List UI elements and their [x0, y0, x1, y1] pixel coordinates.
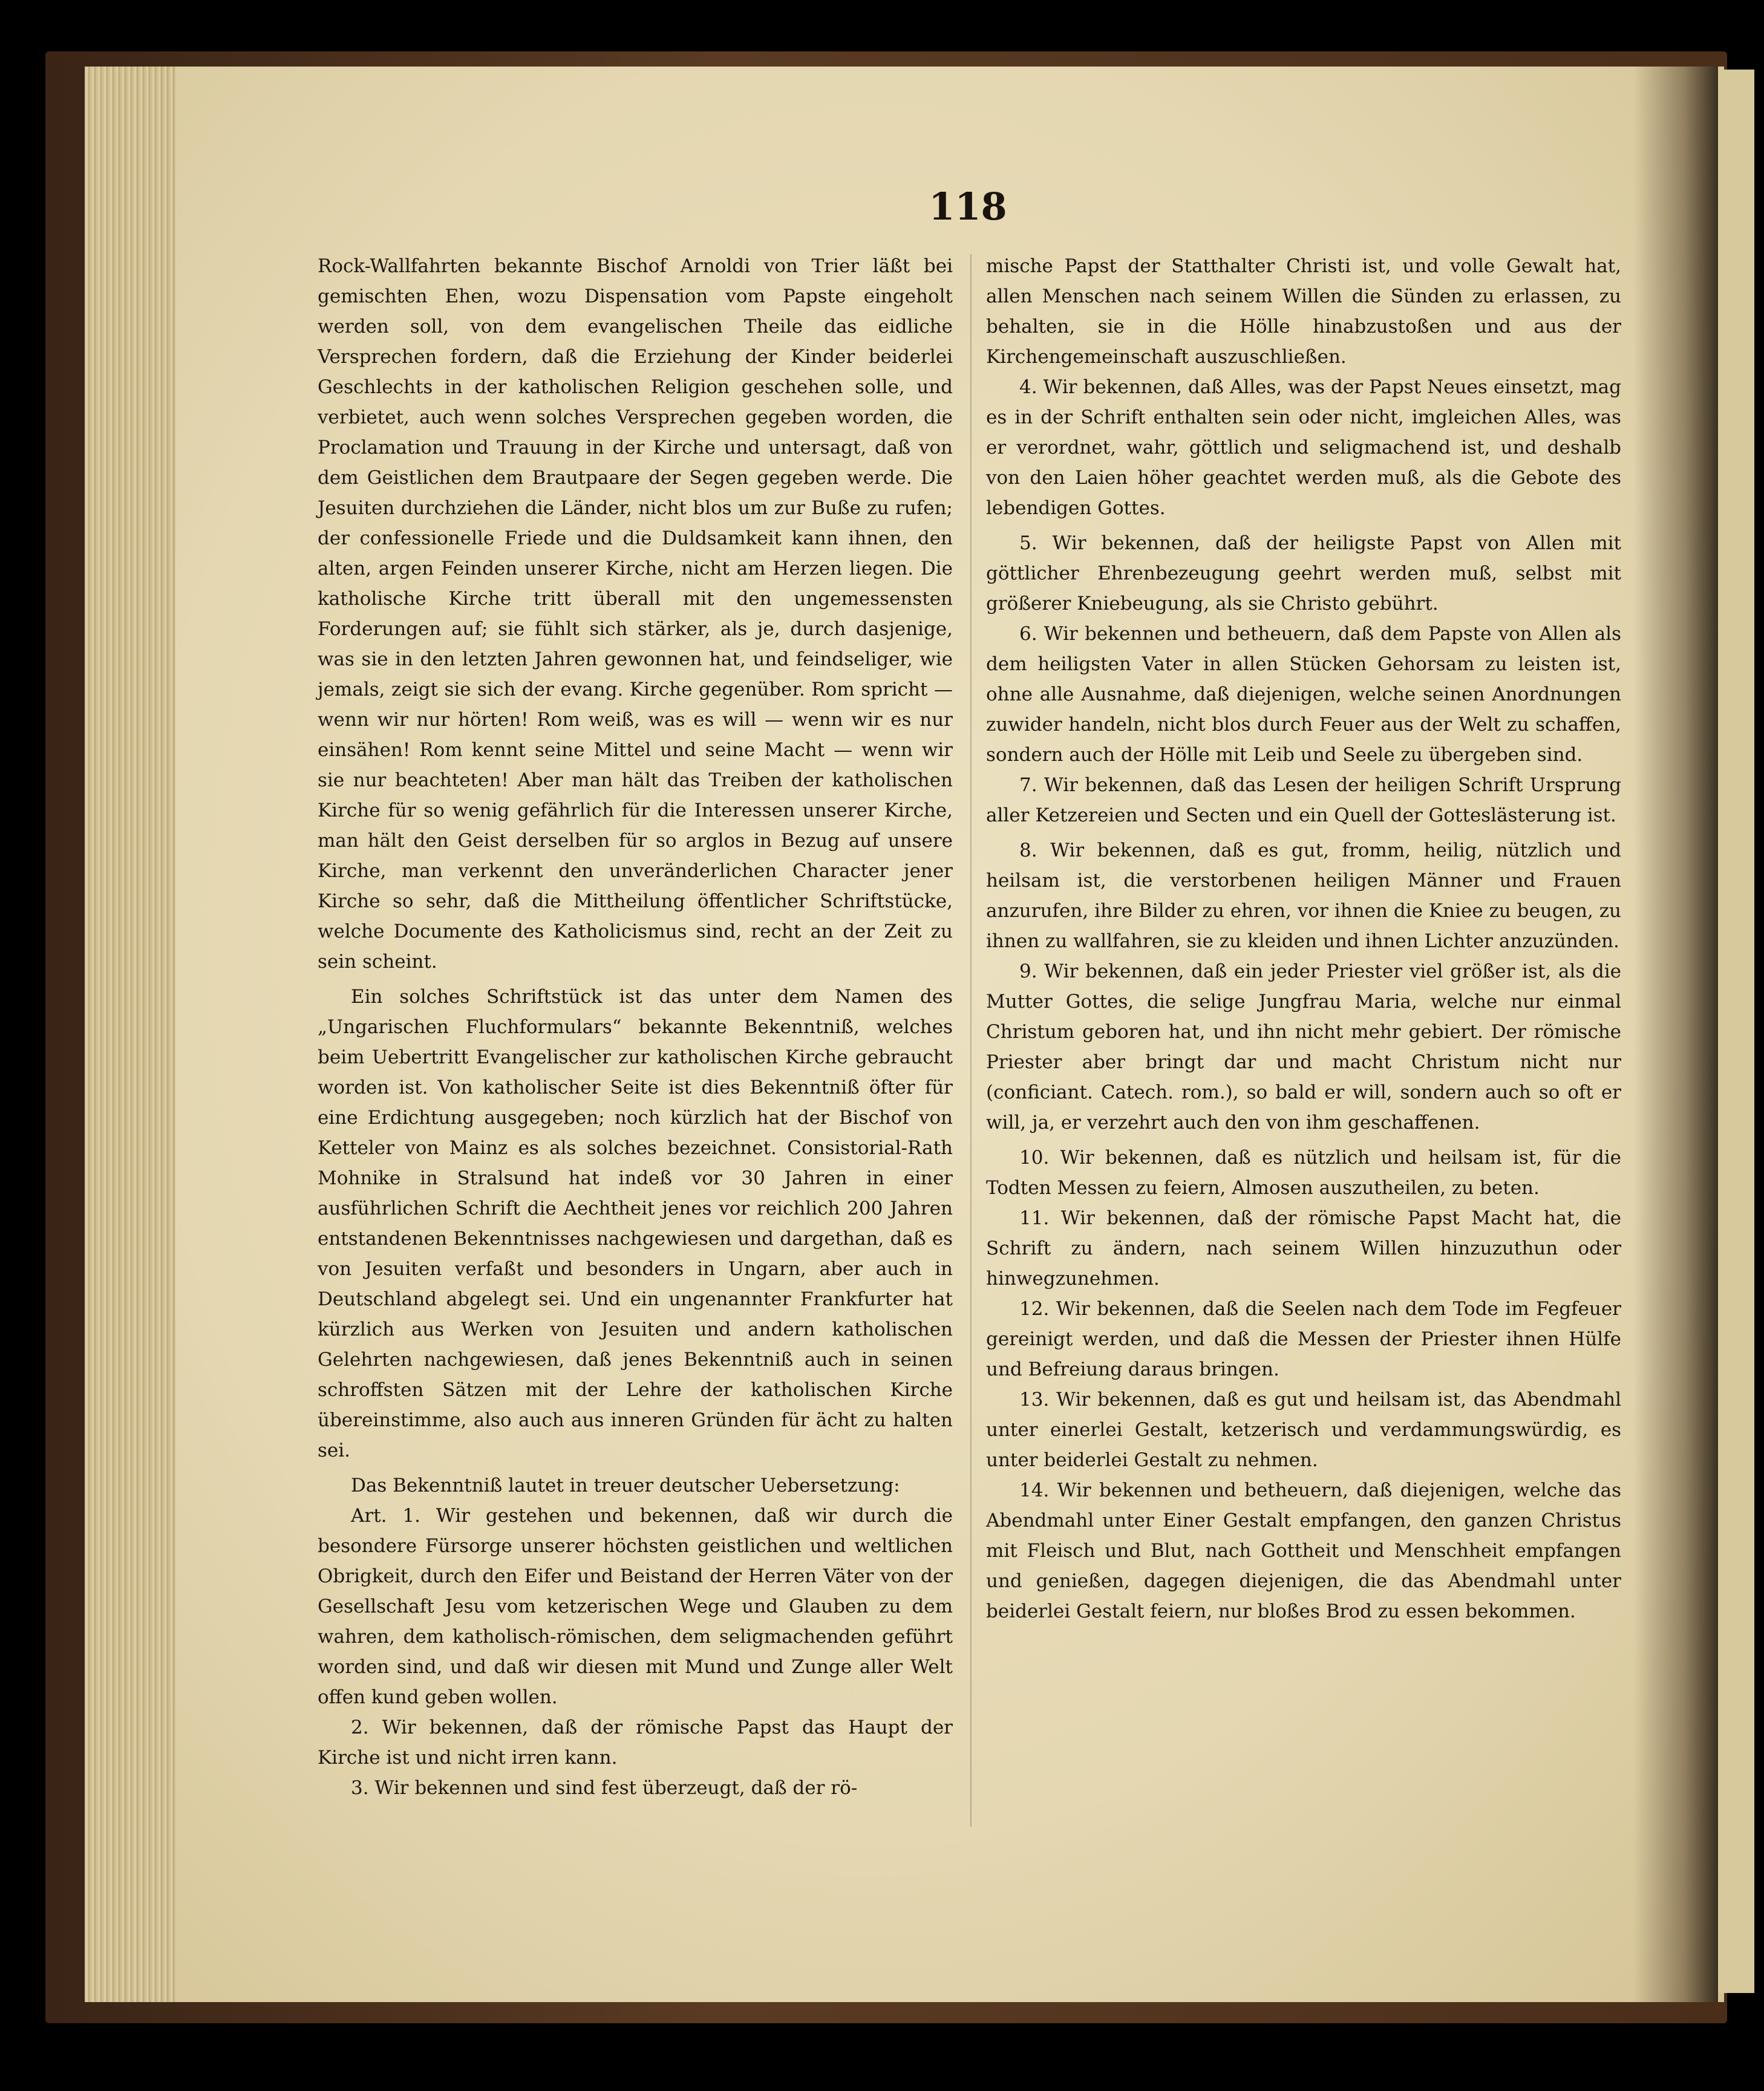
- paragraph: 14. Wir bekennen und betheuern, daß diejenigen, welche das Abendmahl unter Einer Gestalt empfangen, den ganzen Christus mit Fleisch und Blut, nach Gottheit und Menschheit empfangen und genießen, dagegen diejenigen, die das Abendmahl unter beiderlei Gestalt feiern, nur bloßes Brod zu essen bekommen.: [986, 1479, 1621, 1622]
- book-gutter: [1633, 67, 1718, 2002]
- paragraph: Rock-Wallfahrten bekannte Bischof Arnoldi von Trier läßt bei gemischten Ehen, wozu Dispensation vom Papste eingeholt werden soll, von dem evangelischen Theile das eidliche Versprechen fordern, daß die Erziehung der Kinder beiderlei Geschlechts in der katholischen Religion geschehen solle, und verbietet, auch wenn solches Versprechen gegeben worden, die Proclamation und Trauung in der Kirche und untersagt, daß von dem Geistlichen dem Brautpaare der Segen gegeben werde. Die Jesuiten durchziehen die Länder, nicht blos um zur Buße zu rufen; der confessionelle Friede und die Duldsamkeit kann ihnen, den alten, argen Feinden unserer Kirche, nicht am Herzen liegen. Die katholische Kirche tritt überall mit den ungemessensten Forderungen auf; sie fühlt sich stärker, als je, durch dasjenige, was sie in den letzten Jahren gewonnen hat, und feindseliger, wie jemals, zeigt sie sich der evang. Kirche gegenüber. Rom spricht — wenn wir nur hörten! Rom weiß, was es will — wenn wir es nur einsähen! Rom kennt seine Mittel und seine Macht — wenn wir sie nur beachteten! Aber man hält das Treiben der katholischen Kirche für so wenig gefährlich für die Interessen unserer Kirche, man hält den Geist derselben für so arglos in Bezug auf unsere Kirche, man verkennt den unveränderlichen Character jener Kirche so sehr, daß die Mittheilung öffentlicher Schriftstücke, welche Documente des Katholicismus sind, recht an der Zeit zu sein scheint.: [318, 255, 953, 973]
- paragraph: 6. Wir bekennen und betheuern, daß dem Papste von Allen als dem heiligsten Vater in allen Stücken Gehorsam zu leisten ist, ohne alle Ausnahme, daß diejenigen, welche seinen Anordnungen zuwider handeln, nicht blos durch Feuer aus der Welt zu schaffen, sondern auch der Hölle mit Leib und Seele zu übergeben sind.: [986, 623, 1621, 766]
- paragraph: Das Bekenntniß lautet in treuer deutscher Uebersetzung:: [351, 1475, 900, 1496]
- page-number: 118: [929, 184, 1007, 229]
- paragraph: Art. 1. Wir gestehen und bekennen, daß wir durch die besondere Fürsorge unserer höchsten geistlichen und weltlichen Obrigkeit, durch den Eifer und Beistand der Herren Väter von der Gesellschaft Jesu vom ketzerischen Wege und Glauben zu dem wahren, dem katholisch-römischen, dem seligmachenden geführt worden sind, und daß wir diesen mit Mund und Zunge aller Welt offen kund geben wollen.: [318, 1505, 953, 1708]
- paragraph: 13. Wir bekennen, daß es gut und heilsam ist, das Abendmahl unter einerlei Gestalt, ketzerisch und verdammungswürdig, es unter beiderlei Gestalt zu nehmen.: [986, 1389, 1621, 1471]
- paragraph: mische Papst der Statthalter Christi ist, und volle Gewalt hat, allen Menschen nach seinem Willen die Sünden zu erlassen, zu behalten, sie in die Hölle hinabzustoßen und aus der Kirchengemeinschaft auszuschließen.: [986, 255, 1621, 368]
- paragraph: 3. Wir bekennen und sind fest überzeugt, daß der rö-: [351, 1777, 858, 1799]
- paragraph: Ein solches Schriftstück ist das unter dem Namen des „Ungarischen Fluchformulars“ bekannte Bekenntniß, welches beim Uebertritt Evangelischer zur katholischen Kirche gebraucht worden ist. Von katholischer Seite ist dies Bekenntniß öfter für eine Erdichtung ausgegeben; noch kürzlich hat der Bischof von Ketteler von Mainz es als solches bezeichnet. Consistorial-Rath Mohnike in Stralsund hat indeß vor 30 Jahren in einer ausführlichen Schrift die Aechtheit jenes vor reichlich 200 Jahren entstandenen Bekenntnisses nachgewiesen und dargethan, daß es von Jesuiten verfaßt und besonders in Ungarn, aber auch in Deutschland abgelegt sei. Und ein ungenannter Frankfurter hat kürzlich aus Werken von Jesuiten und andern katholischen Gelehrten nachgewiesen, daß jenes Bekenntniß auch in seinen schroffsten Sätzen mit der Lehre der katholischen Kirche übereinstimme, also auch aus inneren Gründen für ächt zu halten sei.: [318, 986, 953, 1461]
- paragraph: 11. Wir bekennen, daß der römische Papst Macht hat, die Schrift zu ändern, nach seinem Willen hinzuzuthun oder hinwegzunehmen.: [986, 1207, 1621, 1290]
- paragraph: 10. Wir bekennen, daß es nützlich und heilsam ist, für die Todten Messen zu feiern, Almosen auszutheilen, zu beten.: [986, 1147, 1621, 1199]
- paragraph: 8. Wir bekennen, daß es gut, fromm, heilig, nützlich und heilsam ist, die verstorbenen heiligen Männer und Frauen anzurufen, ihre Bilder zu ehren, vor ihnen die Kniee zu beugen, zu ihnen zu wallfahren, sie zu kleiden und ihnen Lichter anzuzünden.: [986, 840, 1621, 952]
- paragraph: 12. Wir bekennen, daß die Seelen nach dem Tode im Fegfeuer gereinigt werden, und daß die Messen der Priester ihnen Hülfe und Befreiung daraus bringen.: [986, 1298, 1621, 1380]
- paragraph: 2. Wir bekennen, daß der römische Papst das Haupt der Kirche ist und nicht irren kann.: [318, 1717, 953, 1769]
- paragraph: 7. Wir bekennen, daß das Lesen der heiligen Schrift Ursprung aller Ketzereien und Secten und ein Quell der Gotteslästerung ist.: [986, 774, 1621, 826]
- paragraph: 9. Wir bekennen, daß ein jeder Priester viel größer ist, als die Mutter Gottes, die selige Jungfrau Maria, welche nur einmal Christum geboren hat, und ihn nicht mehr gebiert. Der römische Priester aber bringt dar und macht Christum nicht nur (conficiant. Catech. rom.), so bald er will, sondern auch so oft er will, ja, er verzehrt auch den von ihm geschaffenen.: [986, 961, 1621, 1134]
- next-page-edge: [1718, 70, 1754, 1993]
- right-column: [986, 251, 1621, 1626]
- left-column: [318, 251, 953, 1803]
- column-divider: [970, 254, 972, 1827]
- paragraph: 5. Wir bekennen, daß der heiligste Papst von Allen mit göttlicher Ehrenbezeugung geehrt werden muß, selbst mit größerer Kniebeugung, als sie Christo gebührt.: [986, 532, 1621, 615]
- page-edges: [85, 67, 181, 2002]
- paragraph: 4. Wir bekennen, daß Alles, was der Papst Neues einsetzt, mag es in der Schrift enthalten sein oder nicht, imgleichen Alles, was er verordnet, wahr, göttlich und seligmachend ist, und deshalb von den Laien höher geachtet werden muß, als die Gebote des lebendigen Gottes.: [986, 376, 1621, 519]
